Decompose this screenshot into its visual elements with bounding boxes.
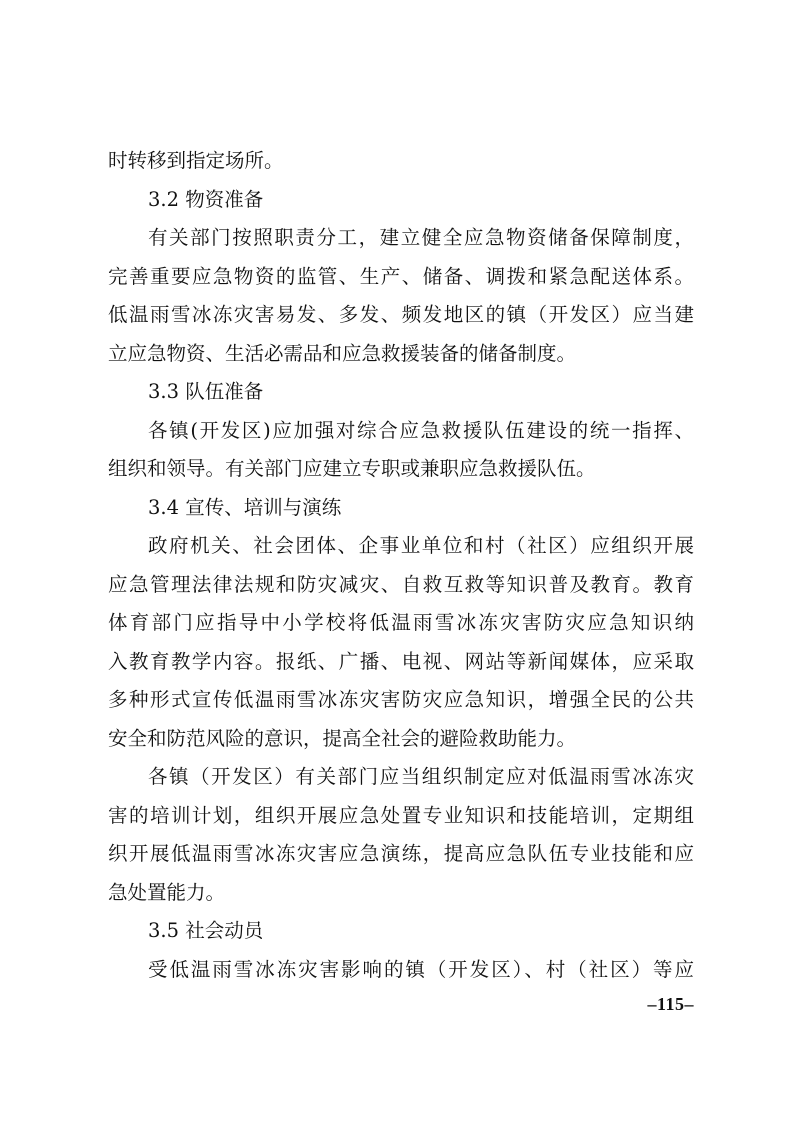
section-heading-3-2: 3.2 物资准备 <box>148 187 264 211</box>
paragraph-line: 各镇(开发区)应加强对综合应急救援队伍建设的统一指挥、 <box>148 418 694 442</box>
paragraph-line: 时转移到指定场所。 <box>108 149 284 172</box>
document-body <box>108 142 694 989</box>
paragraph-line: 有关部门按照职责分工，建立健全应急物资储备保障制度， <box>148 226 694 249</box>
page-number: –115– <box>647 994 694 1014</box>
section-heading-3-4: 3.4 宣传、培训与演练 <box>148 495 342 519</box>
paragraph-line: 体育部门应指导中小学校将低温雨雪冰冻灾害防灾应急知识纳 <box>108 611 694 634</box>
paragraph-line: 多种形式宣传低温雨雪冰冻灾害防灾应急知识，增强全民的公共 <box>108 688 694 711</box>
paragraph-line: 安全和防范风险的意识，提高全社会的避险救助能力。 <box>108 726 577 750</box>
paragraph-line: 入教育教学内容。报纸、广播、电视、网站等新闻媒体，应采取 <box>108 649 694 673</box>
paragraph-line: 各镇（开发区）有关部门应当组织制定应对低温雨雪冰冻灾 <box>148 765 694 788</box>
paragraph-line: 完善重要应急物资的监管、生产、储备、调拨和紧急配送体系。 <box>108 264 694 288</box>
paragraph-line: 政府机关、社会团体、企事业单位和村（社区）应组织开展 <box>148 534 694 557</box>
paragraph-line: 急处置能力。 <box>108 880 226 904</box>
paragraph-line: 织开展低温雨雪冰冻灾害应急演练，提高应急队伍专业技能和应 <box>108 842 694 865</box>
paragraph-line: 立应急物资、生活必需品和应急救援装备的储备制度。 <box>108 341 577 365</box>
paragraph-line: 害的培训计划，组织开展应急处置专业知识和技能培训，定期组 <box>108 803 694 827</box>
paragraph-line: 应急管理法律法规和防灾减灾、自救互救等知识普及教育。教育 <box>108 572 694 596</box>
paragraph-line: 受低温雨雪冰冻灾害影响的镇（开发区）、村（社区）等应 <box>148 957 694 981</box>
section-heading-3-5: 3.5 社会动员 <box>148 919 264 942</box>
paragraph-line: 低温雨雪冰冻灾害易发、多发、频发地区的镇（开发区）应当建 <box>108 303 694 326</box>
paragraph-line: 组织和领导。有关部门应建立专职或兼职应急救援队伍。 <box>108 457 596 480</box>
section-heading-3-3: 3.3 队伍准备 <box>148 380 264 403</box>
